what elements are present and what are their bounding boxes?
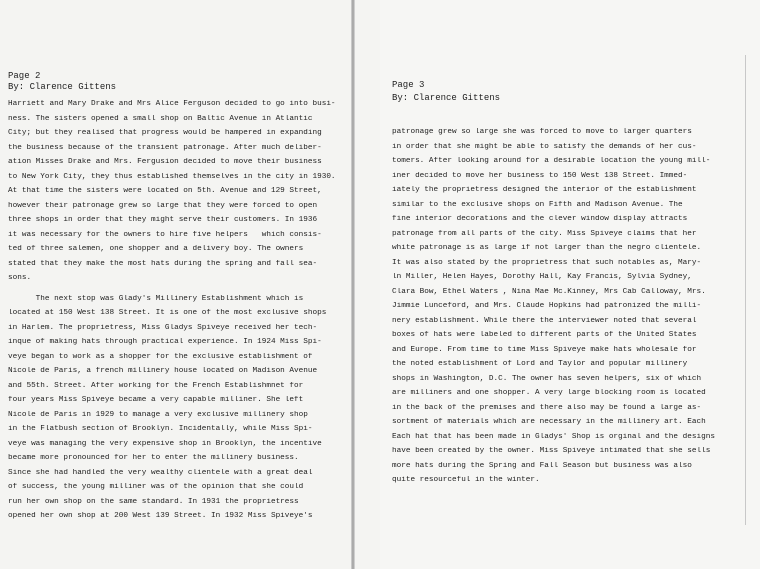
- right-page-text-line: tomers. After looking around for a desirable location the young mill-: [392, 157, 711, 165]
- right-page-text-line: similar to the exclusive shops on Fifth and Madison Avenue. The: [392, 200, 683, 209]
- left-page-text-line: ness. The sisters opened a small shop on Baltic Avenue in Atlantic: [8, 114, 313, 123]
- right-page-text-line: and Europe. From time to time Miss Spiveye make hats wholesale for: [392, 345, 697, 354]
- left-page-text-line: Harriett and Mary Drake and Mrs Alice Ferguson decided to go into busi-: [8, 100, 336, 108]
- right-page-text-line: are milliners and one shopper. A very large blocking room is located: [392, 389, 706, 397]
- left-page-text-line: City; but they realised that progress would be hampered in expanding: [8, 129, 322, 137]
- left-page-text-line: in Harlem. The proprietress, Miss Gladys Spiveye received her tech-: [8, 323, 318, 332]
- right-edge-line: [745, 55, 746, 525]
- left-page-text-line: veye began to work as a shopper for the exclusive establishment of: [8, 352, 313, 361]
- left-page-text-line: four years Miss Spiveye became a very capable milliner. She left: [8, 396, 304, 404]
- right-page-text-line: fine interior decorations and the clever window display attracts: [392, 215, 688, 223]
- left-page-text-line: Nicole de Paris, a french millinery house located on Madison Avenue: [8, 367, 318, 375]
- left-page-text-line: located at 150 West 138 Street. It is one of the most exclusive shops: [8, 309, 327, 317]
- left-page-text-line: sons.: [8, 274, 32, 282]
- left-page-text-line: became more pronounced for her to enter the millinery business.: [8, 454, 299, 462]
- right-page-text-line: iately the proprietress designed the interior of the establishment: [392, 186, 697, 194]
- right-page-text-line: more hats during the Spring and Fall Season but business was also: [392, 461, 692, 470]
- right-page-text-line: the noted establishment of Lord and Taylor and popular millinery: [392, 360, 688, 368]
- left-page-number: Page 2: [8, 71, 41, 81]
- right-page-body: [392, 128, 715, 491]
- page-gutter: [351, 0, 355, 569]
- left-page-text-line: At that time the sisters were located on 5th. Avenue and 129 Street,: [8, 187, 322, 195]
- right-page-text-line: have been created by the owner. Miss Spiveye intimated that she sells: [392, 447, 711, 455]
- right-page-text-line: nery establishment. While there the interviewer noted that several: [392, 316, 697, 325]
- left-page-text-line: it was necessary for the owners to hire five helpers which consis-: [8, 230, 322, 239]
- right-page-text-line: white patronage is as large if not larger than the negro clientele.: [392, 244, 702, 252]
- right-page-text-line: ln Miller, Helen Hayes, Dorothy Hall, Kay Francis, Sylvia Sydney,: [392, 273, 692, 281]
- left-page-text-line: ation Misses Drake and Mrs. Fergusion decided to move their business: [8, 158, 322, 166]
- right-page-text-line: patronage from all parts of the city. Miss Spiveye claims that her: [392, 229, 697, 238]
- left-page-text-line: the business because of the transient patronage. After much deliber-: [8, 143, 322, 152]
- right-page-text-line: Each hat that has been made in Gladys' Shop is orginal and the designs: [392, 432, 715, 441]
- left-page-text-line: The next stop was Glady's Millinery Establishment which is: [8, 294, 304, 303]
- left-page-text-line: three shops in order that they might serve their customers. In 1936: [8, 216, 318, 224]
- left-page-text-line: however their patronage grew so large that they were forced to open: [8, 201, 318, 210]
- left-page-text-line: veye was managing the very expensive shop in Brooklyn, the incentive: [8, 439, 322, 448]
- right-page-number: Page 3: [392, 80, 425, 90]
- right-page-text-line: iner decided to move her business to 150 West 138 Street. Immed-: [392, 171, 688, 180]
- right-page-text-line: boxes of hats were labeled to different parts of the United States: [392, 331, 697, 339]
- right-page-text-line: patronage grew so large she was forced to move to larger quarters: [392, 128, 692, 136]
- left-page-author: By: Clarence Gittens: [8, 82, 117, 92]
- left-page-text-line: stated that they make the most hats during the spring and fall sea-: [8, 259, 318, 268]
- left-page-text-line: and 55th. Street. After working for the French Establishmnet for: [8, 381, 304, 390]
- left-page-text-line: run her own shop on the same standard. In 1931 the proprietress: [8, 497, 299, 506]
- left-page-text-line: in the Flatbush section of Brooklyn. Incidentally, while Miss Spi-: [8, 425, 313, 433]
- right-page-text-line: quite resourceful in the winter.: [392, 476, 540, 484]
- right-page-text-line: Clara Bow, Ethel Waters , Nina Mae Mc.Kinney, Mrs Cab Calloway, Mrs.: [392, 287, 706, 296]
- right-page-text-line: Jimmie Lunceford, and Mrs. Claude Hopkins had patronized the milli-: [392, 302, 702, 310]
- right-page-text-line: in the back of the premises and there also may be found a large as-: [392, 403, 702, 412]
- left-page-text-line: Nicole de Paris in 1929 to manage a very exclusive millinery shop: [8, 410, 308, 419]
- right-page-author: By: Clarence Gittens: [392, 93, 501, 103]
- right-page-text-line: in order that she might be able to satisfy the demands of her cus-: [392, 142, 697, 151]
- left-page-text-line: Since she had handled the very wealthy clientele with a great deal: [8, 468, 313, 477]
- left-page-text-line: opened her own shop at 200 West 139 Street. In 1932 Miss Spiveye's: [8, 512, 313, 520]
- right-page-text-line: sortment of materials which are necessary in the millinery art. Each: [392, 418, 706, 426]
- left-page-text-line: to New York City, they thus established themselves in the city in 1930.: [8, 172, 336, 181]
- right-page-text-line: shops in Washington, D.C. The owner has seven helpers, six of which: [392, 374, 702, 383]
- left-page-text-line: inque of making hats through practical experience. In 1924 Miss Spi-: [8, 338, 322, 346]
- left-page-body: [8, 100, 336, 527]
- right-page-text-line: It was also stated by the proprietress that such notables as, Mary-: [392, 258, 702, 267]
- left-page-text-line: ted of three salemen, one shopper and a delivery boy. The owners: [8, 245, 304, 253]
- left-page-text-line: of success, the young milliner was of the opinion that she could: [8, 483, 304, 491]
